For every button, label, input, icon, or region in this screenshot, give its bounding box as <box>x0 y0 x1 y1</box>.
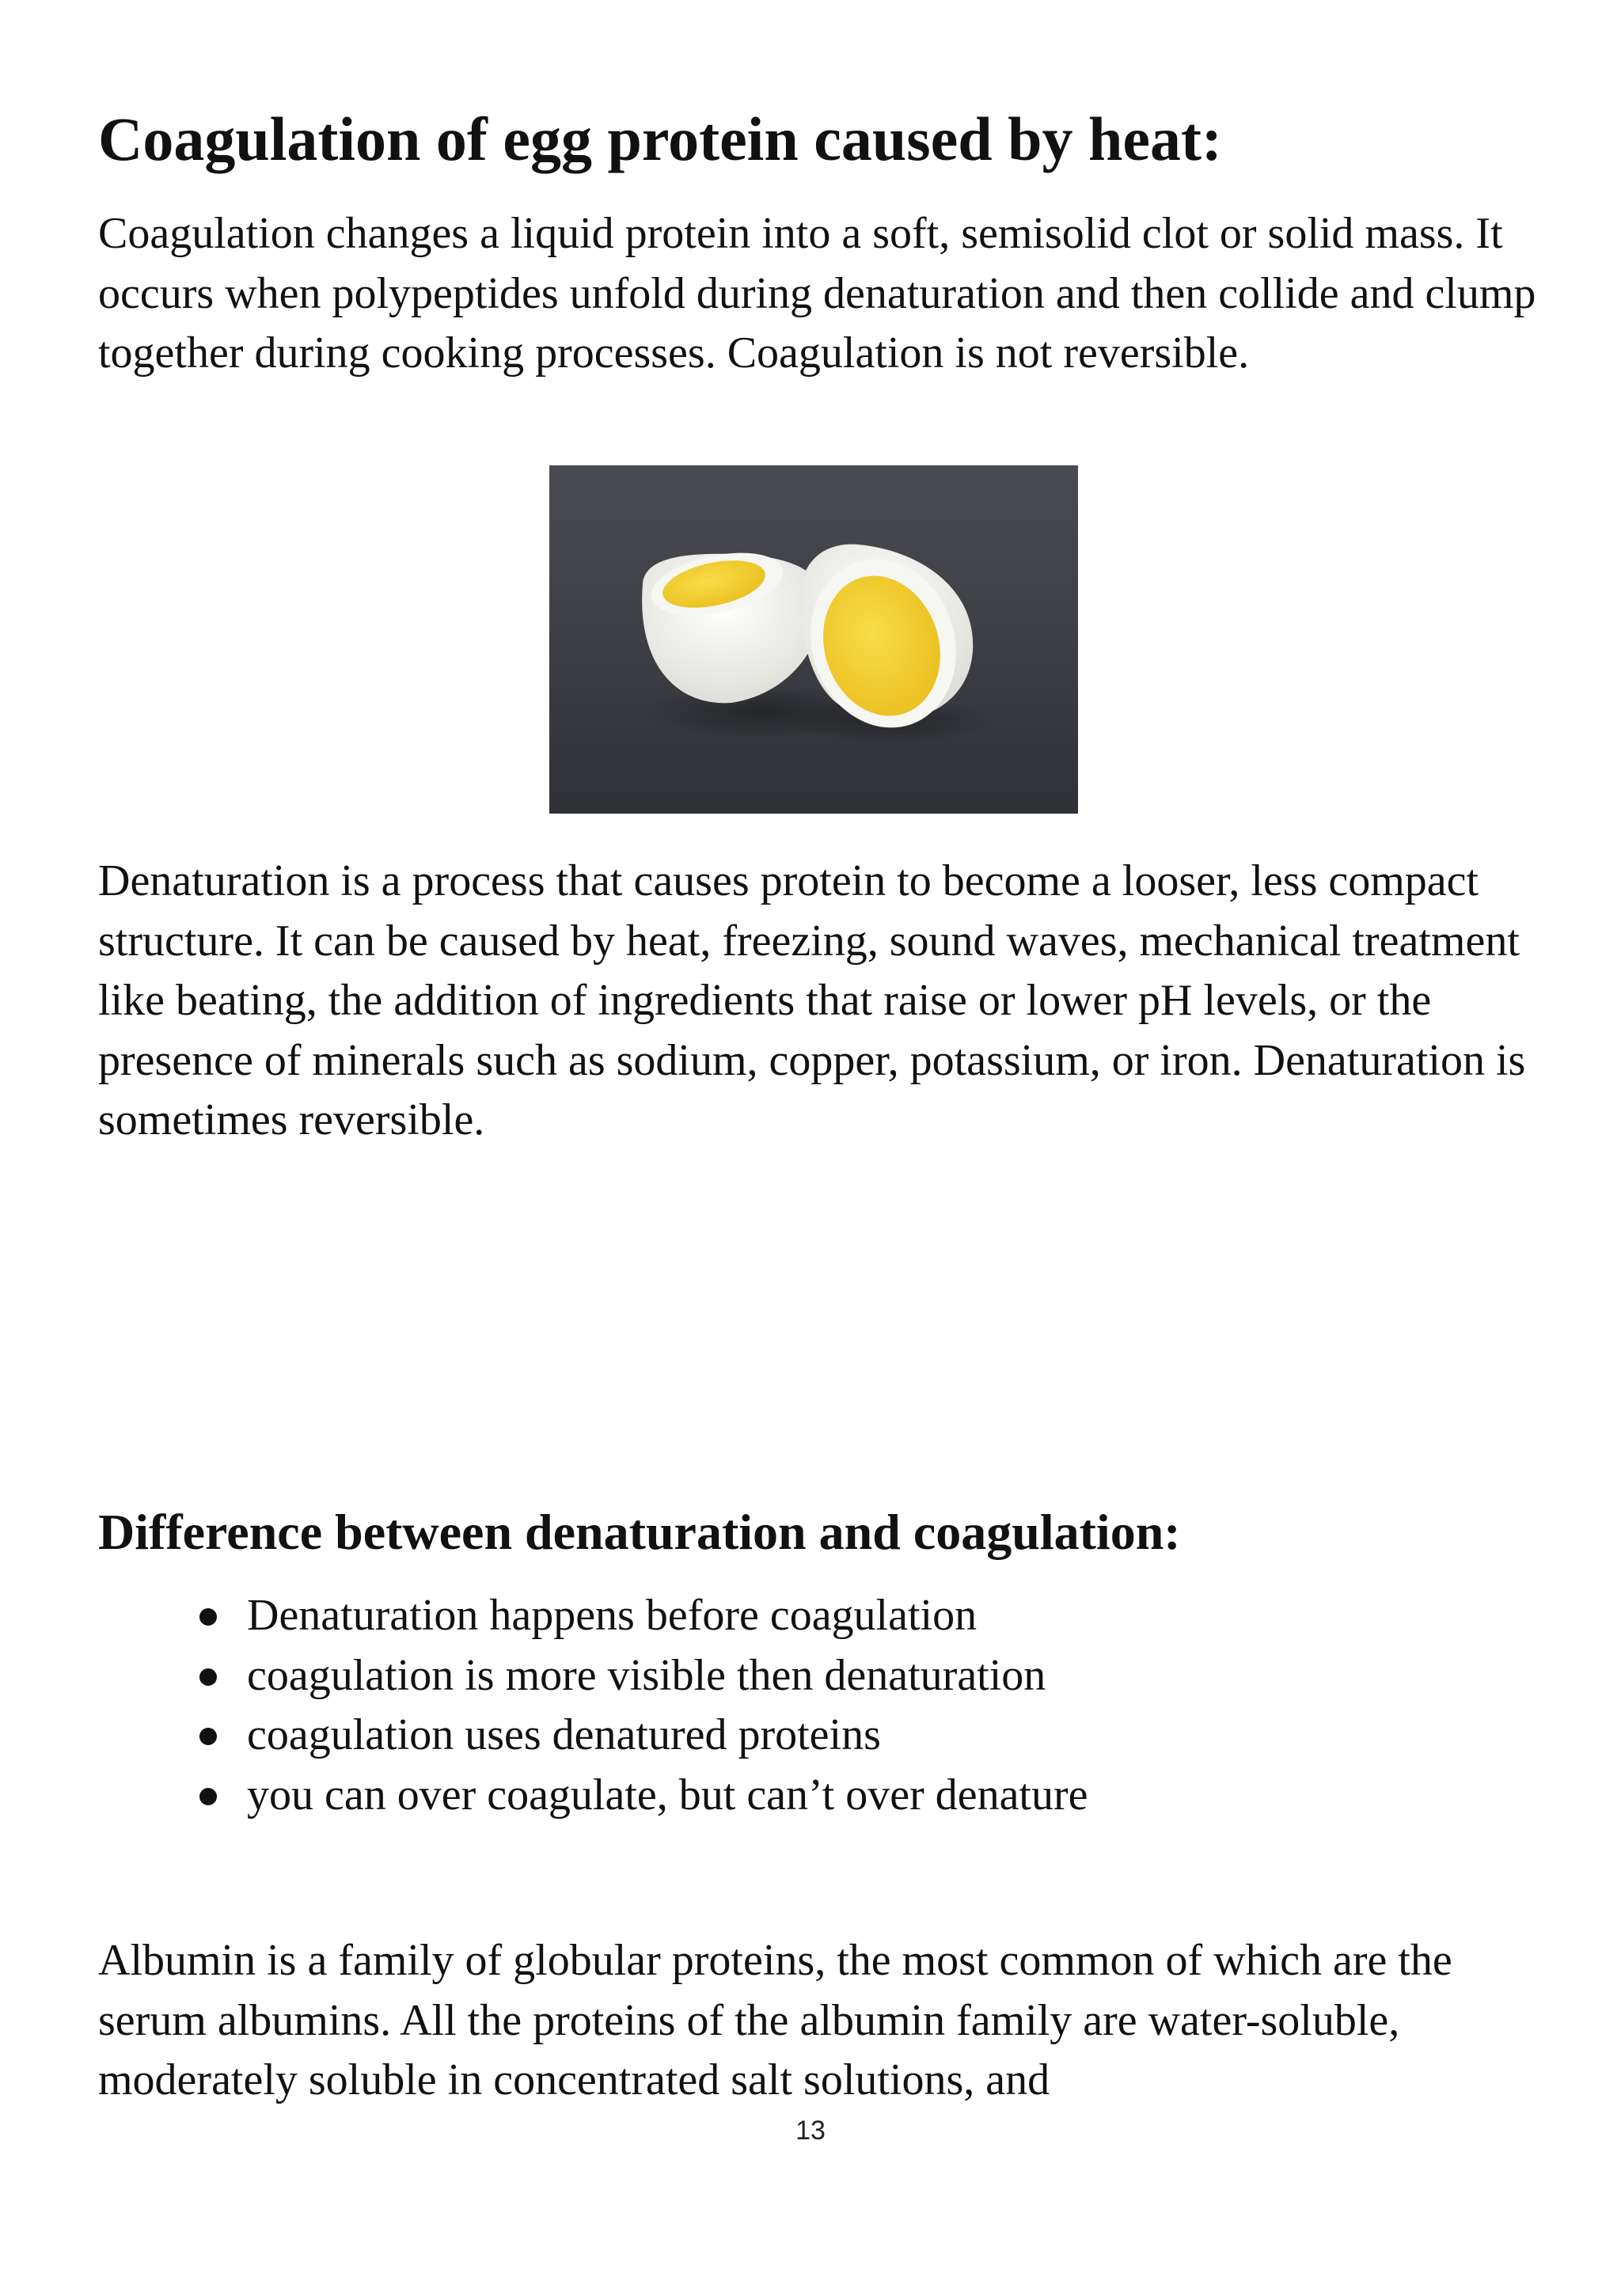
difference-list <box>199 1586 1545 1825</box>
difference-heading: Difference between denaturation and coagulation: <box>98 1504 1181 1560</box>
coagulation-paragraph: Coagulation changes a liquid protein into a soft, semisolid clot or solid mass. It occurs when polypeptides unfold during denaturation and then collide and clump together during cooking processes. Coagulation is not reversible. <box>98 209 1536 378</box>
list-item-text: you can over coagulate, but can’t over denature <box>247 1770 1088 1820</box>
boiled-egg-photo <box>549 465 1078 814</box>
bullet-icon <box>199 1608 217 1626</box>
albumin-paragraph: Albumin is a family of globular proteins, the most common of which are the serum albumins. All the proteins of the albumin family are water-soluble, moderately soluble in concentrated salt solutions, and <box>98 1936 1452 2104</box>
bullet-icon <box>199 1728 217 1745</box>
list-item <box>199 1586 1545 1646</box>
list-item-text: Denaturation happens before coagulation <box>247 1591 978 1640</box>
list-item-text: coagulation uses denatured proteins <box>247 1710 881 1759</box>
page-number: 13 <box>795 2116 826 2146</box>
list-item-text: coagulation is more visible then denaturation <box>247 1650 1046 1700</box>
list-item <box>199 1646 1545 1706</box>
denaturation-paragraph: Denaturation is a process that causes protein to become a looser, less compact structure. It can be caused by heat, freezing, sound waves, mechanical treatment like beating, the addition of ingredients that raise or lower pH levels, or the presence of minerals such as sodium, copper, potassium, or iron. Denaturation is sometimes reversible. <box>98 856 1526 1144</box>
bullet-icon <box>199 1788 217 1805</box>
list-item <box>199 1706 1545 1766</box>
list-item <box>199 1766 1545 1826</box>
bullet-icon <box>199 1668 217 1686</box>
page-title: Coagulation of egg protein caused by heat: <box>98 104 1222 173</box>
